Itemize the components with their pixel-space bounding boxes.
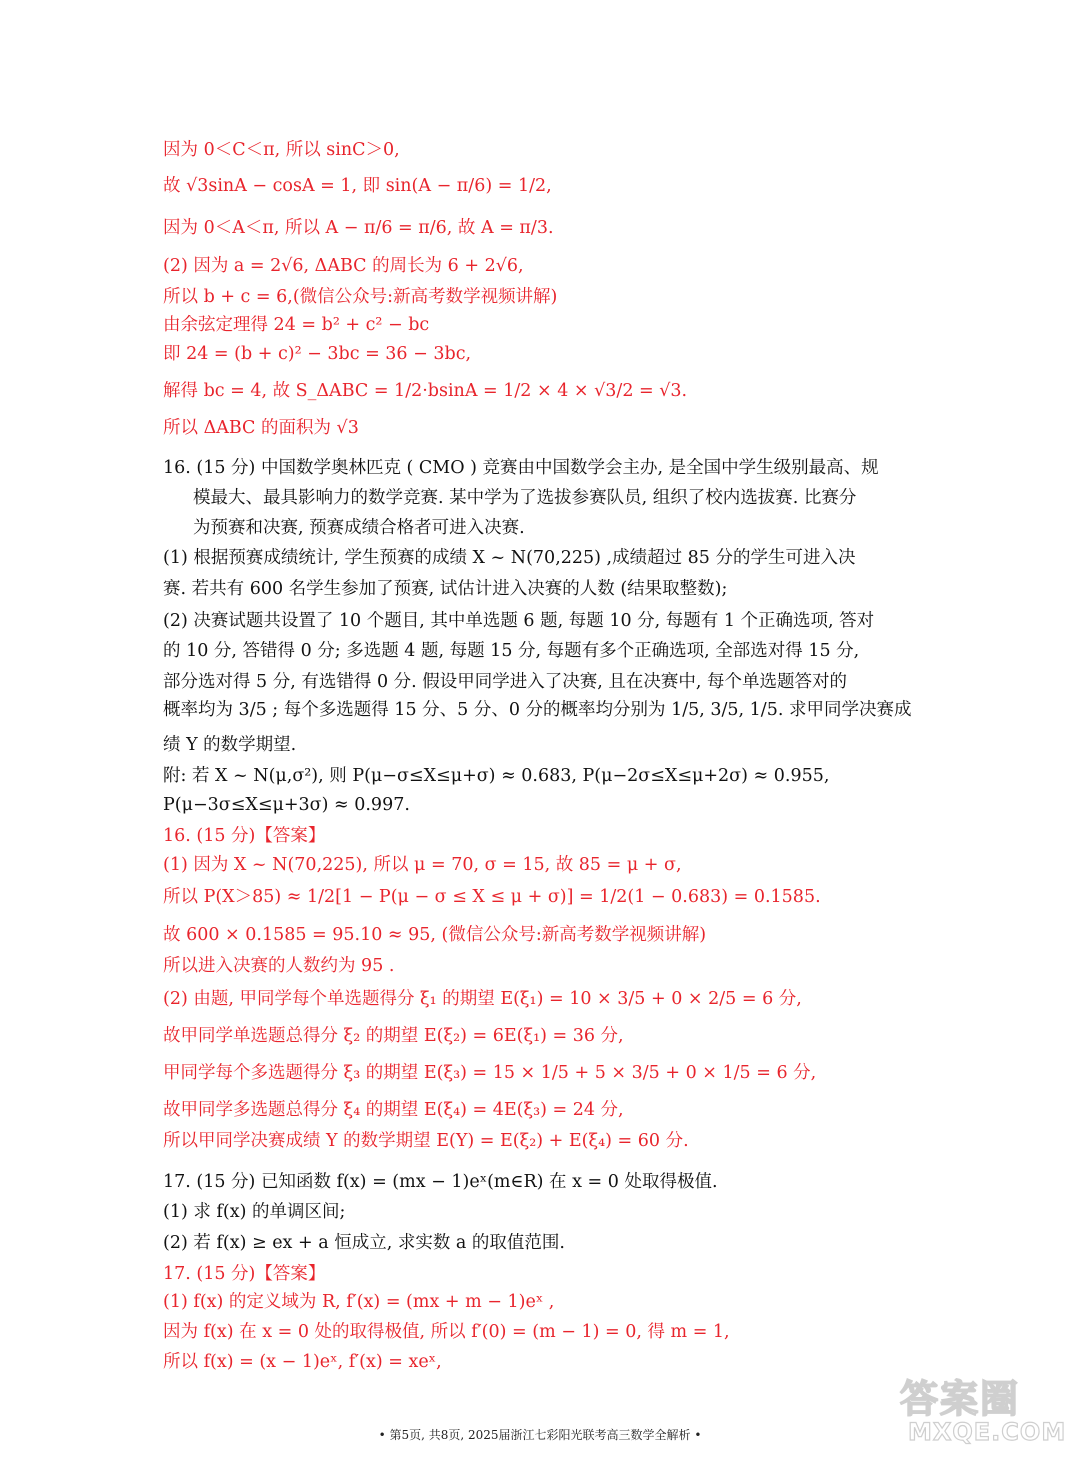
text-line: (1) 根据预赛成绩统计, 学生预赛的成绩 X ~ N(70,225) ,成绩超过 85 分的学生可进入决 <box>163 548 856 568</box>
text-line: 的 10 分, 答错得 0 分; 多选题 4 题, 每题 15 分, 每题有多个正确选项, 全部选对得 15 分, <box>163 641 860 661</box>
watermark-bottom: MXQE.COM <box>908 1418 1067 1446</box>
text-line: (2) 若 f(x) ≥ ex + a 恒成立, 求实数 a 的取值范围. <box>163 1233 565 1253</box>
text-line: 甲同学每个多选题得分 ξ₃ 的期望 E(ξ₃) = 15 × 1/5 + 5 × 3/5 + 0 × 1/5 = 6 分, <box>163 1063 817 1083</box>
text-line: 故 √3sinA − cosA = 1, 即 sin(A − π/6) = 1/2, <box>163 176 552 196</box>
text-line: 因为 f(x) 在 x = 0 处的取得极值, 所以 f′(0) = (m − 1) = 0, 得 m = 1, <box>163 1322 730 1342</box>
text-line: 所以 b + c = 6,(微信公众号:新高考数学视频讲解) <box>163 287 558 307</box>
text-line: 部分选对得 5 分, 有选错得 0 分. 假设甲同学进入了决赛, 且在决赛中, 每个单选题答对的 <box>163 672 848 692</box>
text-line: 所以进入决赛的人数约为 95 . <box>163 956 395 976</box>
text-line: (2) 由题, 甲同学每个单选题得分 ξ₁ 的期望 E(ξ₁) = 10 × 3/5 + 0 × 2/5 = 6 分, <box>163 989 802 1009</box>
text-line: 为预赛和决赛, 预赛成绩合格者可进入决赛. <box>193 518 525 538</box>
text-line: (2) 决赛试题共设置了 10 个题目, 其中单选题 6 题, 每题 10 分, 每题有 1 个正确选项, 答对 <box>163 611 875 631</box>
text-line: 故甲同学多选题总得分 ξ₄ 的期望 E(ξ₄) = 4E(ξ₃) = 24 分, <box>163 1100 624 1120</box>
text-line: 17. (15 分)【答案】 <box>163 1264 326 1284</box>
text-line: 附: 若 X ~ N(μ,σ²), 则 P(μ−σ≤X≤μ+σ) ≈ 0.683, P(μ−2σ≤X≤μ+2σ) ≈ 0.955, <box>163 766 830 786</box>
text-line: 概率均为 3/5 ; 每个多选题得 15 分、5 分、0 分的概率均分别为 1/5, 3/5, 1/5. 求甲同学决赛成 <box>163 700 912 720</box>
text-line: 模最大、最具影响力的数学竞赛. 某中学为了选拔参赛队员, 组织了校内选拔赛. 比赛分 <box>193 488 857 508</box>
text-line: 所以 f(x) = (x − 1)eˣ, f′(x) = xeˣ, <box>163 1352 442 1372</box>
text-line: 故 600 × 0.1585 = 95.10 ≈ 95, (微信公众号:新高考数学视频讲解) <box>163 925 707 945</box>
text-line: 即 24 = (b + c)² − 3bc = 36 − 3bc, <box>163 344 472 364</box>
text-line: 赛. 若共有 600 名学生参加了预赛, 试估计进入决赛的人数 (结果取整数); <box>163 579 728 599</box>
text-line: 所以 P(X＞85) ≈ 1/2[1 − P(μ − σ ≤ X ≤ μ + σ)] = 1/2(1 − 0.683) = 0.1585. <box>163 887 821 907</box>
watermark-top: 答案圈 <box>900 1377 1021 1421</box>
text-line: 因为 0＜C＜π, 所以 sinC＞0, <box>163 140 400 160</box>
text-line: 绩 Y 的数学期望. <box>163 735 297 755</box>
text-line: (2) 因为 a = 2√6, ΔABC 的周长为 6 + 2√6, <box>163 256 524 276</box>
text-line: 解得 bc = 4, 故 S_ΔABC = 1/2·bsinA = 1/2 × 4 × √3/2 = √3. <box>163 381 688 401</box>
text-line: 故甲同学单选题总得分 ξ₂ 的期望 E(ξ₂) = 6E(ξ₁) = 36 分, <box>163 1026 624 1046</box>
text-line: 17. (15 分) 已知函数 f(x) = (mx − 1)eˣ(m∈R) 在 x = 0 处取得极值. <box>163 1172 718 1192</box>
watermark <box>900 1368 1067 1448</box>
text-line: (1) f(x) 的定义域为 R, f′(x) = (mx + m − 1)eˣ , <box>163 1292 555 1312</box>
text-line: 16. (15 分)【答案】 <box>163 826 326 846</box>
text-line: (1) 因为 X ~ N(70,225), 所以 μ = 70, σ = 15, 故 85 = μ + σ, <box>163 855 682 875</box>
text-line: 所以甲同学决赛成绩 Y 的数学期望 E(Y) = E(ξ₂) + E(ξ₄) = 60 分. <box>163 1131 689 1151</box>
text-line: P(μ−3σ≤X≤μ+3σ) ≈ 0.997. <box>163 795 410 815</box>
page-footer: • 第5页, 共8页, 2025届浙江七彩阳光联考高三数学全解析 • <box>378 1428 702 1442</box>
text-line: (1) 求 f(x) 的单调区间; <box>163 1202 346 1222</box>
text-line: 所以 ΔABC 的面积为 √3 <box>163 418 359 438</box>
text-line: 16. (15 分) 中国数学奥林匹克 ( CMO ) 竞赛由中国数学会主办, 是全国中学生级别最高、规 <box>163 458 879 478</box>
text-line: 由余弦定理得 24 = b² + c² − bc <box>163 315 430 335</box>
text-line: 因为 0＜A＜π, 所以 A − π/6 = π/6, 故 A = π/3. <box>163 218 554 238</box>
